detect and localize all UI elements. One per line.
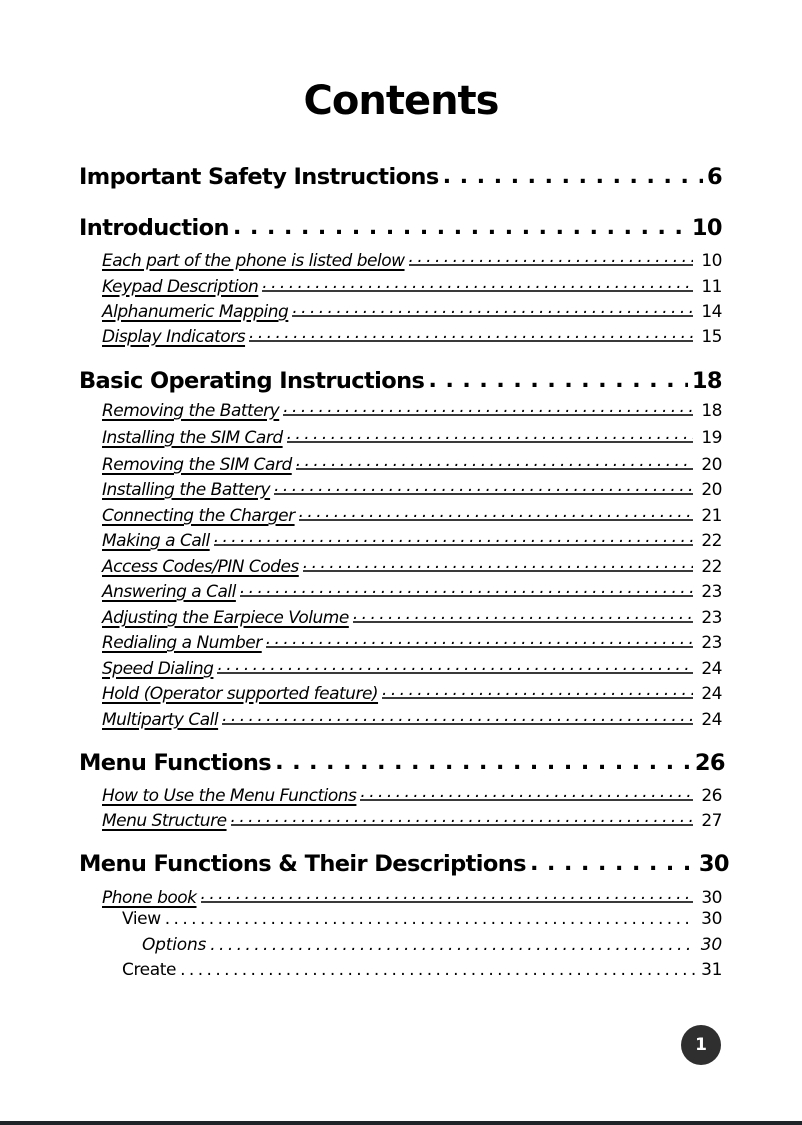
toc-section-label: Important Safety Instructions xyxy=(79,163,439,190)
toc-link-label: Removing the SIM Card xyxy=(102,455,292,475)
toc-link[interactable] xyxy=(102,500,722,524)
toc-page-number: 20 xyxy=(701,455,722,475)
toc-link-label: Phone book xyxy=(102,888,197,908)
toc-page-number: 10 xyxy=(701,251,722,271)
toc-section[interactable] xyxy=(79,747,725,777)
toc-link-label: How to Use the Menu Functions xyxy=(102,786,357,806)
toc-page-number: 24 xyxy=(701,710,722,730)
toc-link[interactable] xyxy=(102,653,722,677)
toc-link-label: Speed Dialing xyxy=(102,659,214,679)
toc-page-number: 11 xyxy=(701,277,722,297)
toc-page-number: 27 xyxy=(701,811,722,831)
toc-link[interactable] xyxy=(102,602,722,626)
toc-link[interactable] xyxy=(102,474,722,498)
toc-page-number: 19 xyxy=(701,428,722,448)
toc-section[interactable] xyxy=(79,848,729,878)
dot-leader xyxy=(180,958,695,975)
dot-leader xyxy=(296,449,694,470)
toc-page-number: 30 xyxy=(698,850,729,877)
toc-subentry-label: View xyxy=(122,909,161,929)
toc-page-number: 6 xyxy=(706,163,722,190)
toc-link[interactable] xyxy=(102,321,722,345)
dot-leader xyxy=(530,848,695,871)
toc-section[interactable] xyxy=(79,161,722,191)
toc-page-number: 30 xyxy=(700,935,722,955)
toc-page-number: 20 xyxy=(701,480,722,500)
toc-link-label: Connecting the Charger xyxy=(102,506,295,526)
dot-leader xyxy=(360,780,693,801)
toc-page-number: 22 xyxy=(701,531,722,551)
dot-leader xyxy=(165,907,695,924)
dot-leader xyxy=(262,271,693,292)
toc-link-label: Adjusting the Earpiece Volume xyxy=(102,608,349,628)
dot-leader xyxy=(240,576,693,597)
toc-page-number: 30 xyxy=(701,888,722,908)
dot-leader xyxy=(299,500,694,521)
toc-page-number: 31 xyxy=(701,960,722,980)
toc-page-number: 10 xyxy=(691,214,722,241)
dot-leader xyxy=(287,422,694,443)
bottom-rule-divider xyxy=(0,1121,802,1125)
dot-leader xyxy=(217,653,693,674)
toc-section[interactable] xyxy=(79,365,722,395)
toc-link-label: Installing the SIM Card xyxy=(102,428,283,448)
toc-link-label: Each part of the phone is listed below xyxy=(102,251,405,271)
toc-page-number: 21 xyxy=(701,506,722,526)
dot-leader xyxy=(222,704,693,725)
toc-link[interactable] xyxy=(102,704,722,728)
toc-link[interactable] xyxy=(102,678,722,702)
toc-subentry[interactable] xyxy=(122,907,722,931)
toc-link-label: Hold (Operator supported feature) xyxy=(102,684,379,704)
toc-page-number: 23 xyxy=(701,582,722,602)
toc-link-label: Multiparty Call xyxy=(102,710,219,730)
dot-leader xyxy=(266,627,694,648)
toc-subentry[interactable] xyxy=(122,958,722,982)
toc-link-label: Answering a Call xyxy=(102,582,236,602)
toc-link[interactable] xyxy=(102,245,722,269)
toc-section-label: Menu Functions & Their Descriptions xyxy=(79,850,526,877)
toc-subentry[interactable] xyxy=(142,933,722,957)
toc-link[interactable] xyxy=(102,882,722,906)
page-title: Contents xyxy=(303,78,499,124)
toc-link[interactable] xyxy=(102,422,722,446)
toc-page-number: 15 xyxy=(701,327,722,347)
dot-leader xyxy=(233,212,688,235)
toc-link-label: Access Codes/PIN Codes xyxy=(102,557,299,577)
dot-leader xyxy=(303,551,694,572)
dot-leader xyxy=(231,805,694,826)
toc-section-label: Menu Functions xyxy=(79,749,272,776)
toc-link-label: Alphanumeric Mapping xyxy=(102,302,289,322)
toc-section-label: Introduction xyxy=(79,214,229,241)
dot-leader xyxy=(443,161,703,184)
toc-page-number: 14 xyxy=(701,302,722,322)
dot-leader xyxy=(292,296,693,317)
toc-link[interactable] xyxy=(102,576,722,600)
dot-leader xyxy=(275,747,691,770)
toc-link-label: Keypad Description xyxy=(102,277,259,297)
toc-link-label: Redialing a Number xyxy=(102,633,262,653)
toc-page-number: 26 xyxy=(701,786,722,806)
toc-link[interactable] xyxy=(102,296,722,320)
toc-link-label: Removing the Battery xyxy=(102,401,280,421)
toc-page-number: 22 xyxy=(701,557,722,577)
toc-page-number: 18 xyxy=(691,367,722,394)
toc-link-label: Installing the Battery xyxy=(102,480,271,500)
toc-link-label: Display Indicators xyxy=(102,327,246,347)
toc-subentry-label: Create xyxy=(122,960,177,980)
toc-subentry-label: Options xyxy=(142,935,207,955)
toc-page-number: 18 xyxy=(701,401,722,421)
toc-page-number: 23 xyxy=(701,633,722,653)
dot-leader xyxy=(201,882,694,903)
dot-leader xyxy=(214,525,694,546)
dot-leader xyxy=(274,474,693,495)
toc-page-number: 26 xyxy=(694,749,725,776)
toc-link[interactable] xyxy=(102,395,722,419)
toc-page-number: 24 xyxy=(701,659,722,679)
toc-link[interactable] xyxy=(102,627,722,651)
page-number-badge: 1 xyxy=(681,1025,721,1065)
toc-link-label: Menu Structure xyxy=(102,811,227,831)
toc-link[interactable] xyxy=(102,551,722,575)
toc-section[interactable] xyxy=(79,212,722,242)
dot-leader xyxy=(210,933,695,950)
dot-leader xyxy=(428,365,688,388)
toc-link[interactable] xyxy=(102,805,722,829)
toc-link-label: Making a Call xyxy=(102,531,210,551)
dot-leader xyxy=(409,245,694,266)
toc-section-label: Basic Operating Instructions xyxy=(79,367,425,394)
toc-link[interactable] xyxy=(102,780,722,804)
toc-page-number: 30 xyxy=(701,909,722,929)
toc-link[interactable] xyxy=(102,525,722,549)
dot-leader xyxy=(382,678,693,699)
toc-link[interactable] xyxy=(102,271,722,295)
toc-page-number: 23 xyxy=(701,608,722,628)
dot-leader xyxy=(249,321,693,342)
toc-page-number: 24 xyxy=(701,684,722,704)
toc-link[interactable] xyxy=(102,449,722,473)
dot-leader xyxy=(353,602,694,623)
dot-leader xyxy=(283,395,693,416)
